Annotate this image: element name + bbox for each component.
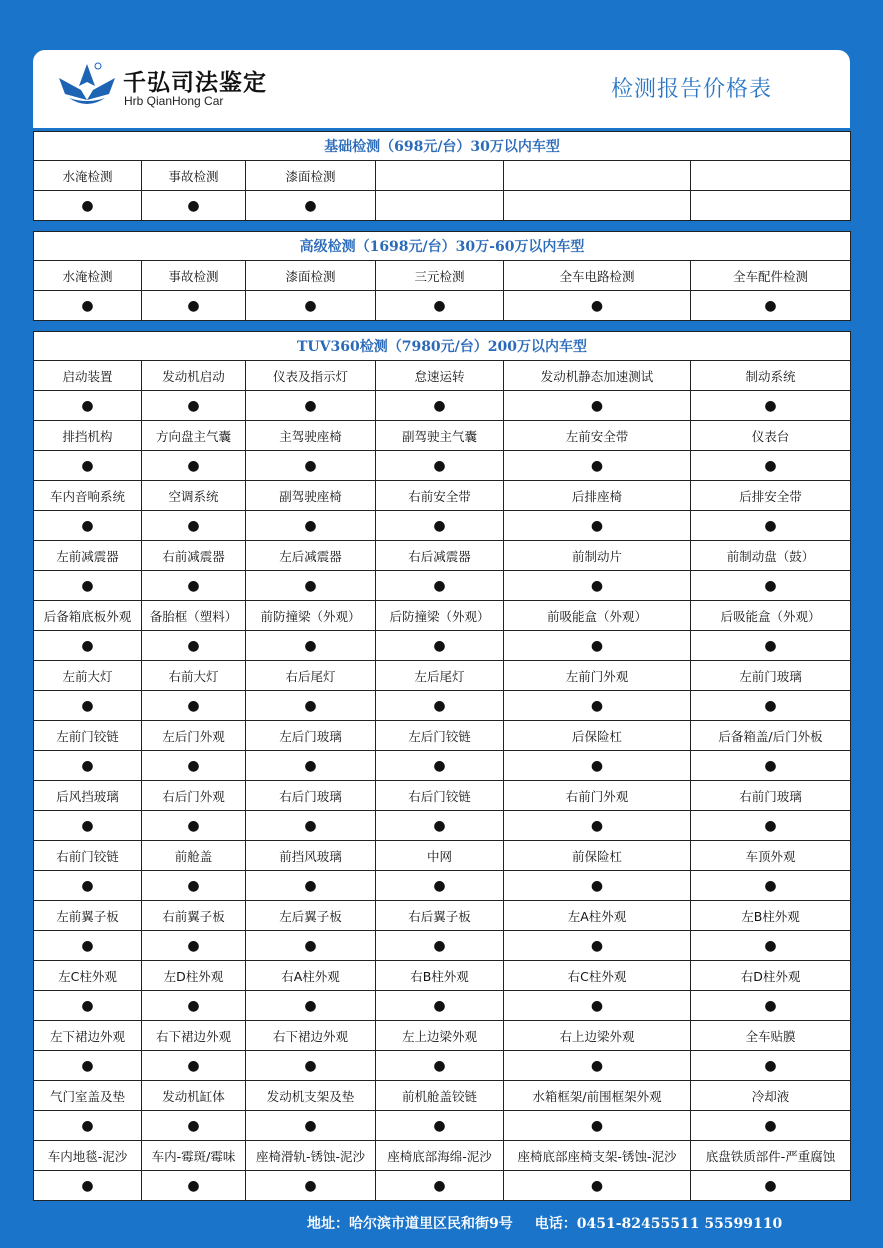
item-label: 后吸能盒（外观） bbox=[691, 601, 851, 631]
item-check-row bbox=[34, 1051, 851, 1081]
section-title: 高级检测（1698元/台）30万-60万以内车型 bbox=[34, 232, 851, 261]
included-mark: ● bbox=[34, 191, 142, 221]
included-mark: ● bbox=[34, 1111, 142, 1141]
item-check-row bbox=[34, 811, 851, 841]
item-label-row bbox=[34, 1141, 851, 1171]
included-mark: ● bbox=[376, 631, 504, 661]
item-label: 车内音响系统 bbox=[34, 481, 142, 511]
item-label bbox=[504, 161, 691, 191]
included-mark: ● bbox=[34, 751, 142, 781]
item-label: 副驾驶座椅 bbox=[246, 481, 376, 511]
item-check-row bbox=[34, 991, 851, 1021]
item-label: 座椅滑轨-锈蚀-泥沙 bbox=[246, 1141, 376, 1171]
item-label-row bbox=[34, 541, 851, 571]
item-label: 左前门铰链 bbox=[34, 721, 142, 751]
included-mark: ● bbox=[142, 571, 246, 601]
item-label: 前制动片 bbox=[504, 541, 691, 571]
included-mark: ● bbox=[246, 1171, 376, 1201]
included-mark: ● bbox=[142, 631, 246, 661]
item-label-row bbox=[34, 781, 851, 811]
item-label: 左前翼子板 bbox=[34, 901, 142, 931]
item-label: 右前门玻璃 bbox=[691, 781, 851, 811]
item-label: 排挡机构 bbox=[34, 421, 142, 451]
included-mark: ● bbox=[504, 571, 691, 601]
item-label: 全车贴膜 bbox=[691, 1021, 851, 1051]
item-label: 全车配件检测 bbox=[691, 261, 851, 291]
included-mark: ● bbox=[142, 811, 246, 841]
included-mark: ● bbox=[504, 871, 691, 901]
included-mark: ● bbox=[246, 811, 376, 841]
included-mark: ● bbox=[691, 931, 851, 961]
included-mark: ● bbox=[34, 511, 142, 541]
included-mark: ● bbox=[504, 811, 691, 841]
item-label bbox=[376, 161, 504, 191]
inspection-table-2 bbox=[33, 231, 851, 321]
included-mark: ● bbox=[246, 511, 376, 541]
item-label: 左前减震器 bbox=[34, 541, 142, 571]
item-label: 水淹检测 bbox=[34, 261, 142, 291]
item-label: 右后门铰链 bbox=[376, 781, 504, 811]
included-mark: ● bbox=[376, 751, 504, 781]
included-mark: ● bbox=[691, 291, 851, 321]
item-label: 右后门玻璃 bbox=[246, 781, 376, 811]
item-label: 左后门铰链 bbox=[376, 721, 504, 751]
item-label-row bbox=[34, 361, 851, 391]
item-label: 左前大灯 bbox=[34, 661, 142, 691]
included-mark: ● bbox=[691, 1171, 851, 1201]
item-label: 左后门玻璃 bbox=[246, 721, 376, 751]
included-mark: ● bbox=[34, 631, 142, 661]
item-label: 发动机启动 bbox=[142, 361, 246, 391]
included-mark: ● bbox=[504, 691, 691, 721]
included-mark: ● bbox=[504, 451, 691, 481]
item-label-row bbox=[34, 261, 851, 291]
item-label: 左B柱外观 bbox=[691, 901, 851, 931]
included-mark: ● bbox=[142, 751, 246, 781]
included-mark: ● bbox=[246, 571, 376, 601]
included-mark: ● bbox=[691, 1051, 851, 1081]
included-mark: ● bbox=[376, 1051, 504, 1081]
included-mark: ● bbox=[504, 391, 691, 421]
item-label-row bbox=[34, 601, 851, 631]
item-label: 右上边梁外观 bbox=[504, 1021, 691, 1051]
item-label: 车内地毯-泥沙 bbox=[34, 1141, 142, 1171]
item-label-row bbox=[34, 661, 851, 691]
included-mark: ● bbox=[691, 451, 851, 481]
included-mark: ● bbox=[504, 1051, 691, 1081]
header-banner bbox=[33, 50, 850, 122]
item-label: 启动装置 bbox=[34, 361, 142, 391]
included-mark: ● bbox=[142, 1051, 246, 1081]
item-label: 右后翼子板 bbox=[376, 901, 504, 931]
inspection-table-3 bbox=[33, 331, 851, 1201]
included-mark: ● bbox=[34, 571, 142, 601]
item-label: 气门室盖及垫 bbox=[34, 1081, 142, 1111]
item-check-row bbox=[34, 691, 851, 721]
included-mark: ● bbox=[246, 931, 376, 961]
item-label: 漆面检测 bbox=[246, 261, 376, 291]
item-label: 左前安全带 bbox=[504, 421, 691, 451]
item-label: 右前门外观 bbox=[504, 781, 691, 811]
item-label: 左后尾灯 bbox=[376, 661, 504, 691]
included-mark: ● bbox=[142, 191, 246, 221]
item-label: 仪表及指示灯 bbox=[246, 361, 376, 391]
item-label: 备胎框（塑料） bbox=[142, 601, 246, 631]
item-label: 前防撞梁（外观） bbox=[246, 601, 376, 631]
included-mark: ● bbox=[34, 391, 142, 421]
item-label: 水淹检测 bbox=[34, 161, 142, 191]
item-check-row bbox=[34, 451, 851, 481]
included-mark: ● bbox=[376, 691, 504, 721]
header-divider bbox=[33, 122, 850, 128]
item-label-row bbox=[34, 421, 851, 451]
item-label: 左A柱外观 bbox=[504, 901, 691, 931]
footer-phone: 电话：0451-82455511 55599110 bbox=[534, 1216, 783, 1232]
included-mark: ● bbox=[246, 631, 376, 661]
included-mark: ● bbox=[376, 571, 504, 601]
item-check-row bbox=[34, 751, 851, 781]
included-mark: ● bbox=[142, 451, 246, 481]
included-mark: ● bbox=[376, 1171, 504, 1201]
included-mark: ● bbox=[142, 991, 246, 1021]
included-mark: ● bbox=[142, 691, 246, 721]
included-mark: ● bbox=[504, 631, 691, 661]
item-label: 水箱框架/前围框架外观 bbox=[504, 1081, 691, 1111]
item-label: 冷却液 bbox=[691, 1081, 851, 1111]
brand-english-name: Hrb QianHong Car bbox=[124, 94, 224, 108]
qianhong-logo-icon bbox=[51, 60, 123, 110]
item-check-row bbox=[34, 631, 851, 661]
item-label: 事故检测 bbox=[142, 161, 246, 191]
item-label: 中网 bbox=[376, 841, 504, 871]
item-label-row bbox=[34, 841, 851, 871]
item-label: 三元检测 bbox=[376, 261, 504, 291]
included-mark: ● bbox=[376, 811, 504, 841]
item-check-row bbox=[34, 931, 851, 961]
item-label: 座椅底部座椅支架-锈蚀-泥沙 bbox=[504, 1141, 691, 1171]
item-label: 右A柱外观 bbox=[246, 961, 376, 991]
item-label: 发动机缸体 bbox=[142, 1081, 246, 1111]
included-mark: ● bbox=[376, 451, 504, 481]
included-mark: ● bbox=[34, 1051, 142, 1081]
item-label-row bbox=[34, 721, 851, 751]
item-label: 右后尾灯 bbox=[246, 661, 376, 691]
item-label: 事故检测 bbox=[142, 261, 246, 291]
included-mark: ● bbox=[246, 391, 376, 421]
section-title: 基础检测（698元/台）30万以内车型 bbox=[34, 132, 851, 161]
item-label: 后风挡玻璃 bbox=[34, 781, 142, 811]
item-label: 前舱盖 bbox=[142, 841, 246, 871]
item-label: 发动机静态加速测试 bbox=[504, 361, 691, 391]
included-mark: ● bbox=[246, 1111, 376, 1141]
item-label: 方向盘主气囊 bbox=[142, 421, 246, 451]
item-label: 后排座椅 bbox=[504, 481, 691, 511]
included-mark: ● bbox=[34, 811, 142, 841]
included-mark: ● bbox=[142, 871, 246, 901]
item-label-row bbox=[34, 961, 851, 991]
item-label: 左上边梁外观 bbox=[376, 1021, 504, 1051]
included-mark: ● bbox=[246, 291, 376, 321]
included-mark bbox=[376, 191, 504, 221]
included-mark bbox=[691, 191, 851, 221]
included-mark: ● bbox=[142, 511, 246, 541]
included-mark: ● bbox=[691, 871, 851, 901]
item-label: 后防撞梁（外观） bbox=[376, 601, 504, 631]
included-mark: ● bbox=[376, 391, 504, 421]
included-mark: ● bbox=[691, 991, 851, 1021]
item-label: 座椅底部海绵-泥沙 bbox=[376, 1141, 504, 1171]
included-mark: ● bbox=[504, 291, 691, 321]
included-mark: ● bbox=[246, 691, 376, 721]
included-mark: ● bbox=[504, 1111, 691, 1141]
item-check-row bbox=[34, 391, 851, 421]
included-mark: ● bbox=[504, 1171, 691, 1201]
item-label-row bbox=[34, 1021, 851, 1051]
item-label-row bbox=[34, 901, 851, 931]
included-mark: ● bbox=[246, 451, 376, 481]
item-label: 制动系统 bbox=[691, 361, 851, 391]
item-label: 底盘铁质部件-严重腐蚀 bbox=[691, 1141, 851, 1171]
included-mark: ● bbox=[34, 991, 142, 1021]
item-check-row bbox=[34, 291, 851, 321]
item-label: 左下裙边外观 bbox=[34, 1021, 142, 1051]
footer-contact bbox=[307, 1213, 782, 1233]
included-mark: ● bbox=[691, 691, 851, 721]
included-mark: ● bbox=[34, 1171, 142, 1201]
item-label: 前吸能盒（外观） bbox=[504, 601, 691, 631]
included-mark: ● bbox=[376, 991, 504, 1021]
included-mark: ● bbox=[34, 931, 142, 961]
item-check-row bbox=[34, 1171, 851, 1201]
included-mark: ● bbox=[142, 931, 246, 961]
included-mark: ● bbox=[376, 1111, 504, 1141]
included-mark: ● bbox=[34, 451, 142, 481]
item-label: 前保险杠 bbox=[504, 841, 691, 871]
included-mark: ● bbox=[34, 691, 142, 721]
item-label: 副驾驶主气囊 bbox=[376, 421, 504, 451]
item-label: 前机舱盖铰链 bbox=[376, 1081, 504, 1111]
footer-address: 地址：哈尔滨市道里区民和街9号 bbox=[307, 1216, 513, 1232]
included-mark: ● bbox=[376, 931, 504, 961]
item-label: 右前翼子板 bbox=[142, 901, 246, 931]
item-label: 右后减震器 bbox=[376, 541, 504, 571]
item-label: 漆面检测 bbox=[246, 161, 376, 191]
included-mark: ● bbox=[246, 191, 376, 221]
item-label: 发动机支架及垫 bbox=[246, 1081, 376, 1111]
item-label: 主驾驶座椅 bbox=[246, 421, 376, 451]
item-label: 右前大灯 bbox=[142, 661, 246, 691]
item-label: 左前门外观 bbox=[504, 661, 691, 691]
included-mark bbox=[504, 191, 691, 221]
item-label-row bbox=[34, 161, 851, 191]
item-label: 空调系统 bbox=[142, 481, 246, 511]
included-mark: ● bbox=[142, 291, 246, 321]
item-label: 右下裙边外观 bbox=[246, 1021, 376, 1051]
included-mark: ● bbox=[691, 1111, 851, 1141]
included-mark: ● bbox=[376, 871, 504, 901]
item-label: 右C柱外观 bbox=[504, 961, 691, 991]
item-label: 左前门玻璃 bbox=[691, 661, 851, 691]
included-mark: ● bbox=[691, 751, 851, 781]
item-label: 前制动盘（鼓） bbox=[691, 541, 851, 571]
included-mark: ● bbox=[504, 931, 691, 961]
item-label: 右下裙边外观 bbox=[142, 1021, 246, 1051]
included-mark: ● bbox=[246, 1051, 376, 1081]
item-label: 左后翼子板 bbox=[246, 901, 376, 931]
item-check-row bbox=[34, 511, 851, 541]
item-label: 右前门铰链 bbox=[34, 841, 142, 871]
item-label: 后备箱盖/后门外板 bbox=[691, 721, 851, 751]
item-label: 车顶外观 bbox=[691, 841, 851, 871]
item-check-row bbox=[34, 191, 851, 221]
item-label: 右后门外观 bbox=[142, 781, 246, 811]
document-title: 检测报告价格表 bbox=[610, 77, 772, 102]
item-label: 左后门外观 bbox=[142, 721, 246, 751]
included-mark: ● bbox=[34, 291, 142, 321]
included-mark: ● bbox=[691, 511, 851, 541]
item-label: 后保险杠 bbox=[504, 721, 691, 751]
section-title: TUV360检测（7980元/台）200万以内车型 bbox=[34, 332, 851, 361]
included-mark: ● bbox=[142, 1111, 246, 1141]
item-label: 仪表台 bbox=[691, 421, 851, 451]
included-mark: ● bbox=[376, 511, 504, 541]
item-check-row bbox=[34, 1111, 851, 1141]
item-label: 后排安全带 bbox=[691, 481, 851, 511]
item-label: 怠速运转 bbox=[376, 361, 504, 391]
item-label: 左后减震器 bbox=[246, 541, 376, 571]
included-mark: ● bbox=[142, 391, 246, 421]
item-label: 前挡风玻璃 bbox=[246, 841, 376, 871]
item-label: 左C柱外观 bbox=[34, 961, 142, 991]
included-mark: ● bbox=[691, 571, 851, 601]
item-check-row bbox=[34, 871, 851, 901]
included-mark: ● bbox=[34, 871, 142, 901]
included-mark: ● bbox=[246, 751, 376, 781]
included-mark: ● bbox=[376, 291, 504, 321]
item-label: 全车电路检测 bbox=[504, 261, 691, 291]
item-label: 右前减震器 bbox=[142, 541, 246, 571]
included-mark: ● bbox=[504, 511, 691, 541]
included-mark: ● bbox=[246, 991, 376, 1021]
item-label-row bbox=[34, 1081, 851, 1111]
included-mark: ● bbox=[246, 871, 376, 901]
item-label: 右前安全带 bbox=[376, 481, 504, 511]
item-label: 右B柱外观 bbox=[376, 961, 504, 991]
item-label: 车内-霉斑/霉味 bbox=[142, 1141, 246, 1171]
inspection-table-1 bbox=[33, 131, 851, 221]
included-mark: ● bbox=[691, 811, 851, 841]
included-mark: ● bbox=[504, 751, 691, 781]
item-label: 左D柱外观 bbox=[142, 961, 246, 991]
item-label-row bbox=[34, 481, 851, 511]
item-label: 右D柱外观 bbox=[691, 961, 851, 991]
included-mark: ● bbox=[142, 1171, 246, 1201]
item-check-row bbox=[34, 571, 851, 601]
item-label: 后备箱底板外观 bbox=[34, 601, 142, 631]
included-mark: ● bbox=[691, 631, 851, 661]
item-label bbox=[691, 161, 851, 191]
included-mark: ● bbox=[691, 391, 851, 421]
brand-name: 千弘司法鉴定 bbox=[123, 70, 267, 96]
included-mark: ● bbox=[504, 991, 691, 1021]
